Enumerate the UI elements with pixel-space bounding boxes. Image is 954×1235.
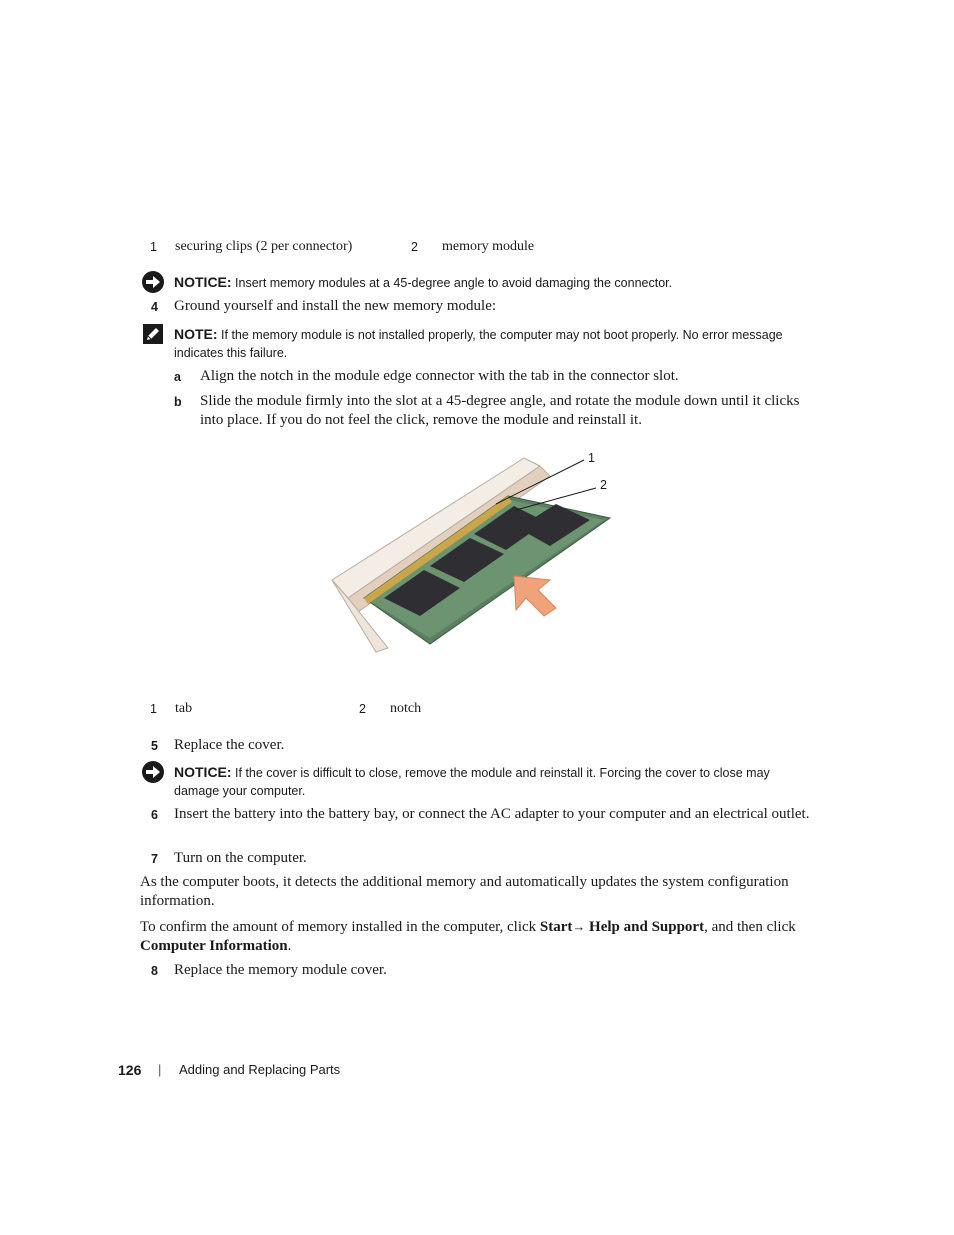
substep-b-text: Slide the module firmly into the slot at a 45-degree angle, and rotate the module down until it clicks into place. If you do not feel the click, remove the module and reinstall it.: [200, 393, 800, 428]
notice-icon: [142, 271, 164, 293]
substep-a-text: Align the notch in the module edge connector with the tab in the connector slot.: [200, 368, 679, 384]
notice-text: If the cover is difficult to close, remove the module and reinstall it. Forcing the cover to close may damage your computer.: [174, 766, 770, 798]
legend1-num-2: 2: [411, 240, 418, 254]
step-5-number: 5: [151, 739, 158, 753]
figure-callout-2: 2: [600, 478, 607, 492]
step-7-number: 7: [151, 852, 158, 866]
notice-icon: [142, 761, 164, 783]
step-5-text: Replace the cover.: [174, 737, 285, 753]
legend1-text-1: securing clips (2 per connector): [175, 239, 353, 254]
confirm-end: .: [287, 938, 292, 954]
start-menu-path: Start: [539, 919, 573, 935]
step-6-text: Insert the battery into the battery bay, or connect the AC adapter to your computer and an electrical outlet.: [174, 806, 810, 822]
substep-a-letter: a: [174, 370, 181, 384]
notice-1: [174, 273, 814, 292]
arrow-icon: →: [572, 919, 590, 934]
legend1-text-2: memory module: [442, 239, 535, 254]
legend1-num-1: 1: [150, 240, 157, 254]
step-4-text: Ground yourself and install the new memory module:: [174, 298, 497, 314]
step-8-text: Replace the memory module cover.: [174, 962, 387, 978]
paragraph-boot: As the computer boots, it detects the additional memory and automatically updates the system configuration information.: [140, 874, 789, 909]
confirm-mid: , and then click: [704, 919, 796, 935]
note-text: If the memory module is not installed properly, the computer may not boot properly. No error message indicates this failure.: [174, 328, 783, 360]
step-8-number: 8: [151, 964, 158, 978]
step-4-number: 4: [151, 300, 158, 314]
step-6-number: 6: [151, 808, 158, 822]
help-support-path: Help and Support: [589, 919, 705, 935]
legend2-num-2: 2: [359, 702, 366, 716]
figure-callout-1: 1: [588, 451, 595, 465]
legend2-text-2: notch: [390, 701, 422, 716]
notice-label: NOTICE:: [174, 274, 232, 290]
legend2-num-1: 1: [150, 702, 157, 716]
computer-info-path: Computer Information: [140, 938, 288, 954]
notice-text: Insert memory modules at a 45-degree angle to avoid damaging the connector.: [231, 276, 673, 290]
note-label: NOTE:: [174, 326, 218, 342]
step-7-text: Turn on the computer.: [174, 850, 307, 866]
paragraph-confirm: [140, 917, 820, 956]
note-pencil-icon: [143, 324, 163, 344]
substep-b-letter: b: [174, 395, 182, 409]
footer-section-title: Adding and Replacing Parts: [179, 1062, 341, 1077]
memory-module-figure: [328, 448, 628, 658]
notice-label: NOTICE:: [174, 764, 232, 780]
note-1: [174, 325, 814, 362]
legend2-text-1: tab: [175, 701, 193, 716]
confirm-pre: To confirm the amount of memory installed in the computer, click: [140, 919, 540, 935]
notice-2: [174, 763, 814, 800]
footer-separator: |: [158, 1062, 162, 1077]
page-number: 126: [118, 1062, 142, 1078]
